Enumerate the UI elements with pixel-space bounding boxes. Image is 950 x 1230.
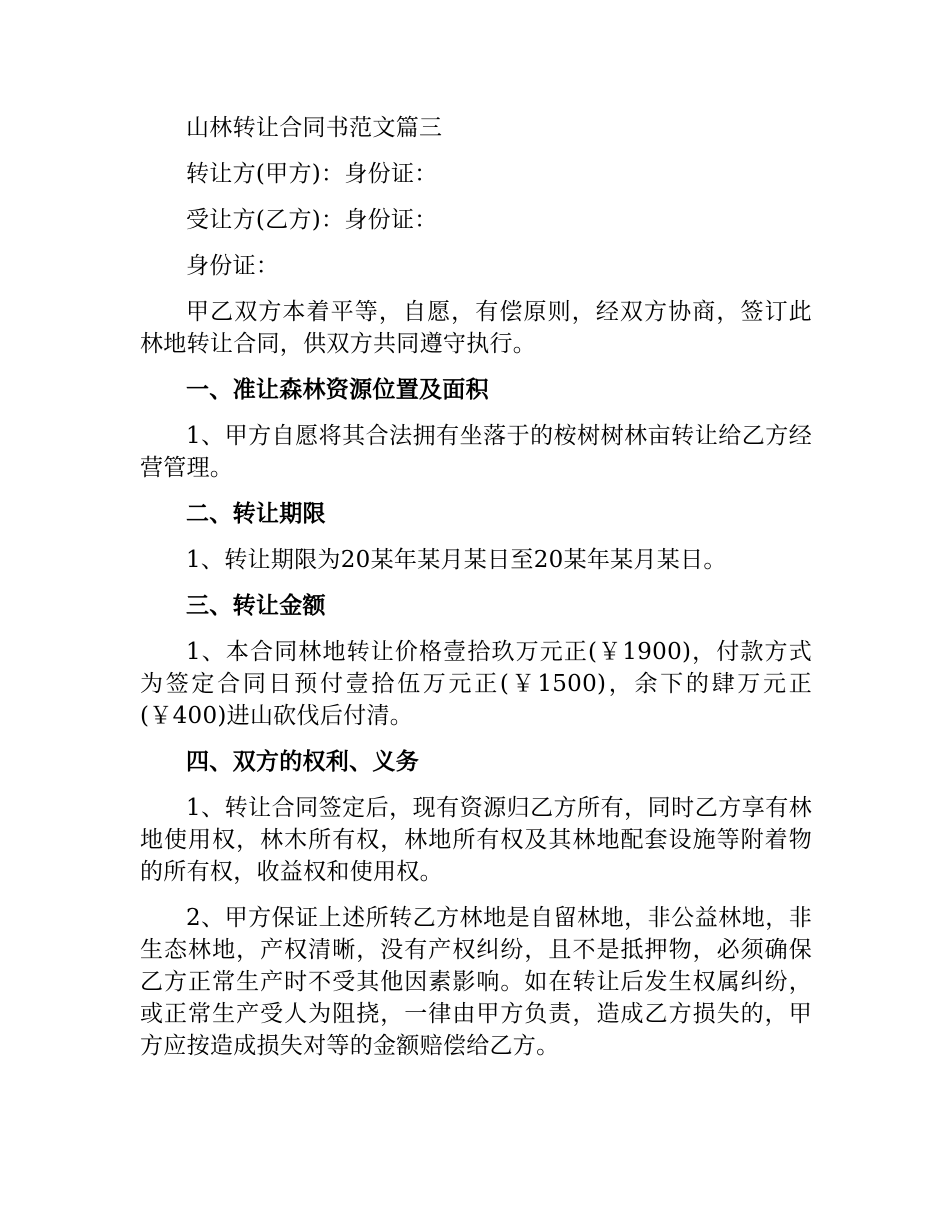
section-heading-term: 二、转让期限 [186, 501, 326, 527]
section-paragraph: 1、转让合同签定后，现有资源归乙方所有，同时乙方享有林地使用权，林木所有权，林地所有权及其林地配套设施等附着物的所有权，收益权和使用权。 [140, 795, 812, 885]
preamble-paragraph: 甲乙双方本着平等，自愿，有偿原则，经双方协商，签订此林地转让合同，供双方共同遵守执行。 [140, 299, 812, 357]
document-body [140, 112, 812, 1062]
section-paragraph: 1、本合同林地转让价格壹拾玖万元正(￥1900)，付款方式为签定合同日预付壹拾伍万元正(￥1500)，余下的肆万元正(￥400)进山砍伐后付清。 [140, 639, 812, 729]
section-heading-location: 一、准让森林资源位置及面积 [186, 377, 489, 403]
section-paragraph: 2、甲方保证上述所转乙方林地是自留林地，非公益林地，非生态林地，产权清晰，没有产权纠纷，且不是抵押物，必须确保乙方正常生产时不受其他因素影响。如在转让后发生权属纠纷，或正常生产受人为阻挠，一律由甲方负责，造成乙方损失的，甲方应按造成损失对等的金额赔偿给乙方。 [140, 905, 812, 1059]
transferor-line: 转让方(甲方)：身份证： [186, 161, 438, 187]
section-paragraph: 1、转让期限为20某年某月某日至20某年某月某日。 [186, 547, 727, 573]
transferee-line: 受让方(乙方)：身份证： [186, 207, 438, 233]
id-card-line: 身份证： [186, 253, 280, 279]
document-title: 山林转让合同书范文篇三 [186, 115, 443, 141]
section-heading-amount: 三、转让金额 [186, 593, 326, 619]
section-paragraph: 1、甲方自愿将其合法拥有坐落于的桉树树林亩转让给乙方经营管理。 [140, 423, 812, 481]
section-heading-rights: 四、双方的权利、义务 [186, 749, 419, 775]
